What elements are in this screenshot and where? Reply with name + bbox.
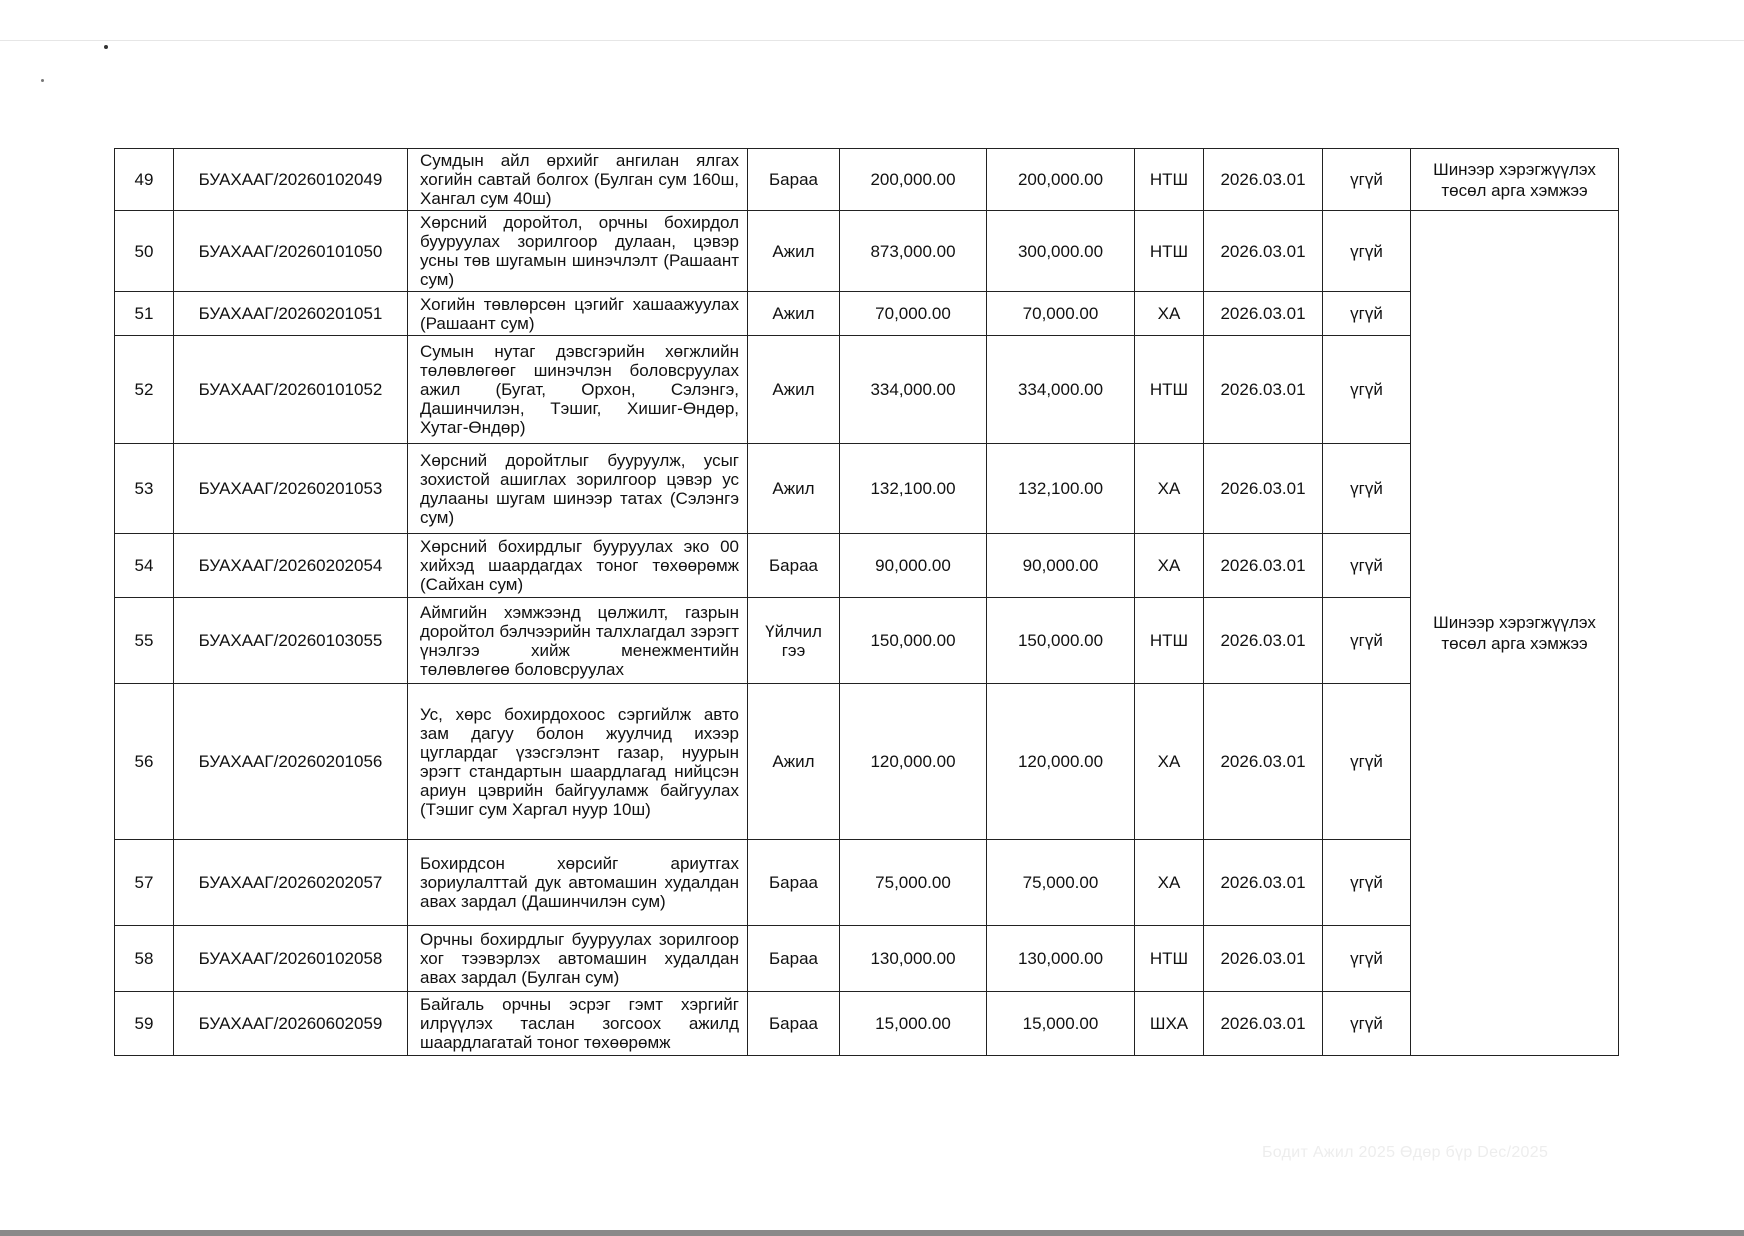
allocated-amount: 130,000.00 [987, 926, 1135, 992]
start-date: 2026.03.01 [1204, 444, 1323, 534]
project-code: БУАХААГ/20260101050 [174, 211, 408, 292]
procurement-type: Бараа [748, 926, 840, 992]
status-flag: үгүй [1323, 840, 1411, 926]
start-date: 2026.03.01 [1204, 684, 1323, 840]
allocated-amount: 70,000.00 [987, 292, 1135, 336]
table-row [115, 211, 1619, 292]
project-description: Хөрсний доройтлыг бууруулж, усыг зохистой ашиглах зорилгоор цэвэр ус дулааны шугам шинээр татах (Сэлэнгэ сум) [408, 444, 748, 534]
project-description: Сумдын айл өрхийг ангилан ялгах хогийн савтай болгох (Булган сум 160ш, Хангал сум 40ш) [408, 149, 748, 211]
funding-source: НТШ [1135, 598, 1204, 684]
start-date: 2026.03.01 [1204, 534, 1323, 598]
row-number: 57 [115, 840, 174, 926]
project-description: Бохирдсон хөрсийг ариутгах зориулалттай дук автомашин худалдан авах зардал (Дашинчилэн сум) [408, 840, 748, 926]
table-row [115, 926, 1619, 992]
start-date: 2026.03.01 [1204, 926, 1323, 992]
table-row [115, 840, 1619, 926]
start-date: 2026.03.01 [1204, 292, 1323, 336]
total-cost: 132,100.00 [840, 444, 987, 534]
project-code: БУАХААГ/20260202054 [174, 534, 408, 598]
start-date: 2026.03.01 [1204, 598, 1323, 684]
project-code: БУАХААГ/20260202057 [174, 840, 408, 926]
allocated-amount: 150,000.00 [987, 598, 1135, 684]
allocated-amount: 300,000.00 [987, 211, 1135, 292]
project-code: БУАХААГ/20260201053 [174, 444, 408, 534]
project-description: Сумын нутаг дэвсгэрийн хөгжлийн төлөвлөгөөг шинэчлэн боловсруулах ажил (Бугат, Орхон, Сэлэнгэ, Дашинчилэн, Тэшиг, Хишиг-Өндөр, Хутаг-Өндөр) [408, 336, 748, 444]
table-row [115, 534, 1619, 598]
procurement-type: Ажил [748, 211, 840, 292]
start-date: 2026.03.01 [1204, 992, 1323, 1056]
status-flag: үгүй [1323, 684, 1411, 840]
project-code: БУАХААГ/20260201051 [174, 292, 408, 336]
total-cost: 200,000.00 [840, 149, 987, 211]
table-row [115, 684, 1619, 840]
status-flag: үгүй [1323, 149, 1411, 211]
procurement-type: Бараа [748, 840, 840, 926]
allocated-amount: 334,000.00 [987, 336, 1135, 444]
procurement-type: Үйлчил гээ [748, 598, 840, 684]
funding-source: ШХА [1135, 992, 1204, 1056]
procurement-type: Бараа [748, 534, 840, 598]
procurement-type: Ажил [748, 444, 840, 534]
status-flag: үгүй [1323, 926, 1411, 992]
project-description: Орчны бохирдлыг бууруулах зорилгоор хог тээвэрлэх автомашин худалдан авах зардал (Булган сум) [408, 926, 748, 992]
faint-watermark: Бодит Ажил 2025 Өдөр бүр Dec/2025 [1262, 1144, 1549, 1161]
funding-source: ХА [1135, 684, 1204, 840]
project-code: БУАХААГ/20260102058 [174, 926, 408, 992]
status-flag: үгүй [1323, 336, 1411, 444]
funding-source: ХА [1135, 292, 1204, 336]
project-description: Аймгийн хэмжээнд цөлжилт, газрын доройтол бэлчээрийн талхлагдал зэрэгт үнэлгээ хийж менежментийн төлөвлөгөө боловсруулах [408, 598, 748, 684]
total-cost: 873,000.00 [840, 211, 987, 292]
row-number: 51 [115, 292, 174, 336]
status-flag: үгүй [1323, 534, 1411, 598]
row-number: 49 [115, 149, 174, 211]
status-flag: үгүй [1323, 992, 1411, 1056]
project-code: БУАХААГ/20260602059 [174, 992, 408, 1056]
project-code: БУАХААГ/20260102049 [174, 149, 408, 211]
status-flag: үгүй [1323, 444, 1411, 534]
table-row [115, 598, 1619, 684]
start-date: 2026.03.01 [1204, 211, 1323, 292]
funding-source: ХА [1135, 534, 1204, 598]
total-cost: 15,000.00 [840, 992, 987, 1056]
project-description: Байгаль орчны эсрэг гэмт хэргийг илрүүлэх таслан зогсоох ажилд шаардлагатай тоног төхөөрөмж [408, 992, 748, 1056]
row-number: 55 [115, 598, 174, 684]
procurement-type: Ажил [748, 336, 840, 444]
start-date: 2026.03.01 [1204, 149, 1323, 211]
start-date: 2026.03.01 [1204, 840, 1323, 926]
project-category-note: Шинээр хэрэгжүүлэх төсөл арга хэмжээ [1411, 149, 1619, 211]
row-number: 52 [115, 336, 174, 444]
total-cost: 150,000.00 [840, 598, 987, 684]
row-number: 53 [115, 444, 174, 534]
table-row [115, 292, 1619, 336]
funding-source: НТШ [1135, 149, 1204, 211]
allocated-amount: 75,000.00 [987, 840, 1135, 926]
project-code: БУАХААГ/20260103055 [174, 598, 408, 684]
status-flag: үгүй [1323, 211, 1411, 292]
total-cost: 75,000.00 [840, 840, 987, 926]
total-cost: 70,000.00 [840, 292, 987, 336]
total-cost: 90,000.00 [840, 534, 987, 598]
procurement-type: Бараа [748, 992, 840, 1056]
table-row [115, 149, 1619, 211]
status-flag: үгүй [1323, 292, 1411, 336]
allocated-amount: 200,000.00 [987, 149, 1135, 211]
table-row [115, 444, 1619, 534]
row-number: 58 [115, 926, 174, 992]
allocated-amount: 90,000.00 [987, 534, 1135, 598]
project-description: Хогийн төвлөрсөн цэгийг хашаажуулах (Рашаант сум) [408, 292, 748, 336]
row-number: 56 [115, 684, 174, 840]
funding-source: НТШ [1135, 336, 1204, 444]
project-description: Ус, хөрс бохирдохоос сэргийлж авто зам дагуу болон жуулчид ихээр цуглардаг үзэсгэлэнт газар, нуурын эрэгт стандартын шаардлагад нийцсэн ариун цэврийн байгууламж байгуулах (Тэшиг сум Харгал нуур 10ш) [408, 684, 748, 840]
procurement-type: Ажил [748, 684, 840, 840]
total-cost: 120,000.00 [840, 684, 987, 840]
start-date: 2026.03.01 [1204, 336, 1323, 444]
procurement-table [114, 148, 1619, 1056]
scan-bottom-edge [0, 1230, 1744, 1236]
funding-source: ХА [1135, 444, 1204, 534]
table-row [115, 336, 1619, 444]
procurement-type: Бараа [748, 149, 840, 211]
project-code: БУАХААГ/20260101052 [174, 336, 408, 444]
row-number: 54 [115, 534, 174, 598]
funding-source: ХА [1135, 840, 1204, 926]
scan-edge-line [0, 40, 1744, 41]
project-code: БУАХААГ/20260201056 [174, 684, 408, 840]
scan-speck [41, 79, 44, 82]
funding-source: НТШ [1135, 211, 1204, 292]
funding-source: НТШ [1135, 926, 1204, 992]
total-cost: 334,000.00 [840, 336, 987, 444]
allocated-amount: 120,000.00 [987, 684, 1135, 840]
project-category-note-merged: Шинээр хэрэгжүүлэх төсөл арга хэмжээ [1411, 211, 1619, 1056]
total-cost: 130,000.00 [840, 926, 987, 992]
table-row [115, 992, 1619, 1056]
allocated-amount: 15,000.00 [987, 992, 1135, 1056]
scan-speck [104, 45, 108, 49]
project-description: Хөрсний бохирдлыг бууруулах эко 00 хийхэд шаардагдах тоног төхөөрөмж (Сайхан сум) [408, 534, 748, 598]
row-number: 50 [115, 211, 174, 292]
project-description: Хөрсний доройтол, орчны бохирдол бууруулах зорилгоор дулаан, цэвэр усны төв шугамын шинэчлэлт (Рашаант сум) [408, 211, 748, 292]
status-flag: үгүй [1323, 598, 1411, 684]
allocated-amount: 132,100.00 [987, 444, 1135, 534]
procurement-type: Ажил [748, 292, 840, 336]
row-number: 59 [115, 992, 174, 1056]
